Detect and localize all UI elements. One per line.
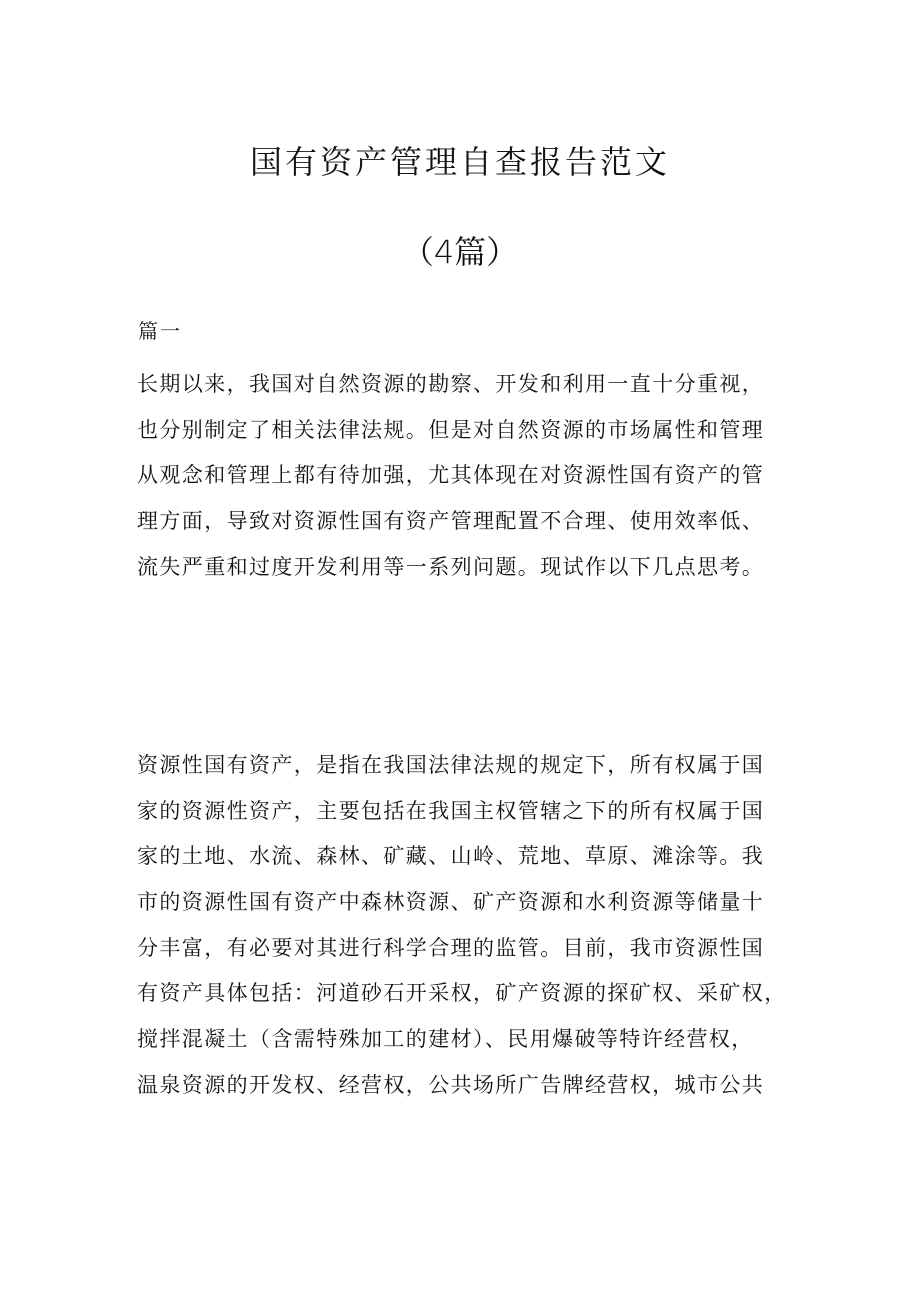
paragraph-line: 搅拌混凝土（含需特殊加工的建材）、民用爆破等特许经营权， — [137, 1027, 754, 1052]
paragraph-line: 从观念和管理上都有待加强，尤其体现在对资源性国有资产的管 — [137, 463, 765, 488]
paragraph-definition — [137, 743, 807, 1109]
paragraph-line: 长期以来，我国对自然资源的勘察、开发和利用一直十分重视， — [137, 372, 765, 396]
paragraph-line: 也分别制定了相关法律法规。但是对自然资源的市场属性和管理 — [137, 417, 765, 442]
paragraph-line: 有资产具体包括：河道砂石开采权，矿产资源的探矿权、采矿权， — [137, 981, 787, 1006]
paragraph-line: 市的资源性国有资产中森林资源、矿产资源和水利资源等储量十 — [137, 890, 765, 915]
paragraph-line: 理方面，导致对资源性国有资产管理配置不合理、使用效率低、 — [137, 509, 765, 534]
paragraph-line: 家的资源性资产，主要包括在我国主权管辖之下的所有权属于国 — [137, 798, 765, 823]
paragraph-line: 家的土地、水流、森林、矿藏、山岭、荒地、草原、滩涂等。我 — [137, 844, 765, 869]
paragraph-line: 资源性国有资产，是指在我国法律法规的规定下，所有权属于国 — [137, 753, 765, 777]
document-title: 国有资产管理自查报告范文 — [249, 143, 670, 181]
document-subtitle: （4篇） — [401, 233, 519, 271]
paragraph-line: 流失严重和过度开发利用等一系列问题。现试作以下几点思考。 — [137, 554, 765, 579]
paragraph-line: 分丰富，有必要对其进行科学合理的监管。目前，我市资源性国 — [137, 935, 765, 960]
paragraph-intro — [137, 362, 807, 590]
section-label: 篇一 — [138, 319, 182, 343]
paragraph-line: 温泉资源的开发权、经营权，公共场所广告牌经营权，城市公共 — [137, 1072, 765, 1097]
